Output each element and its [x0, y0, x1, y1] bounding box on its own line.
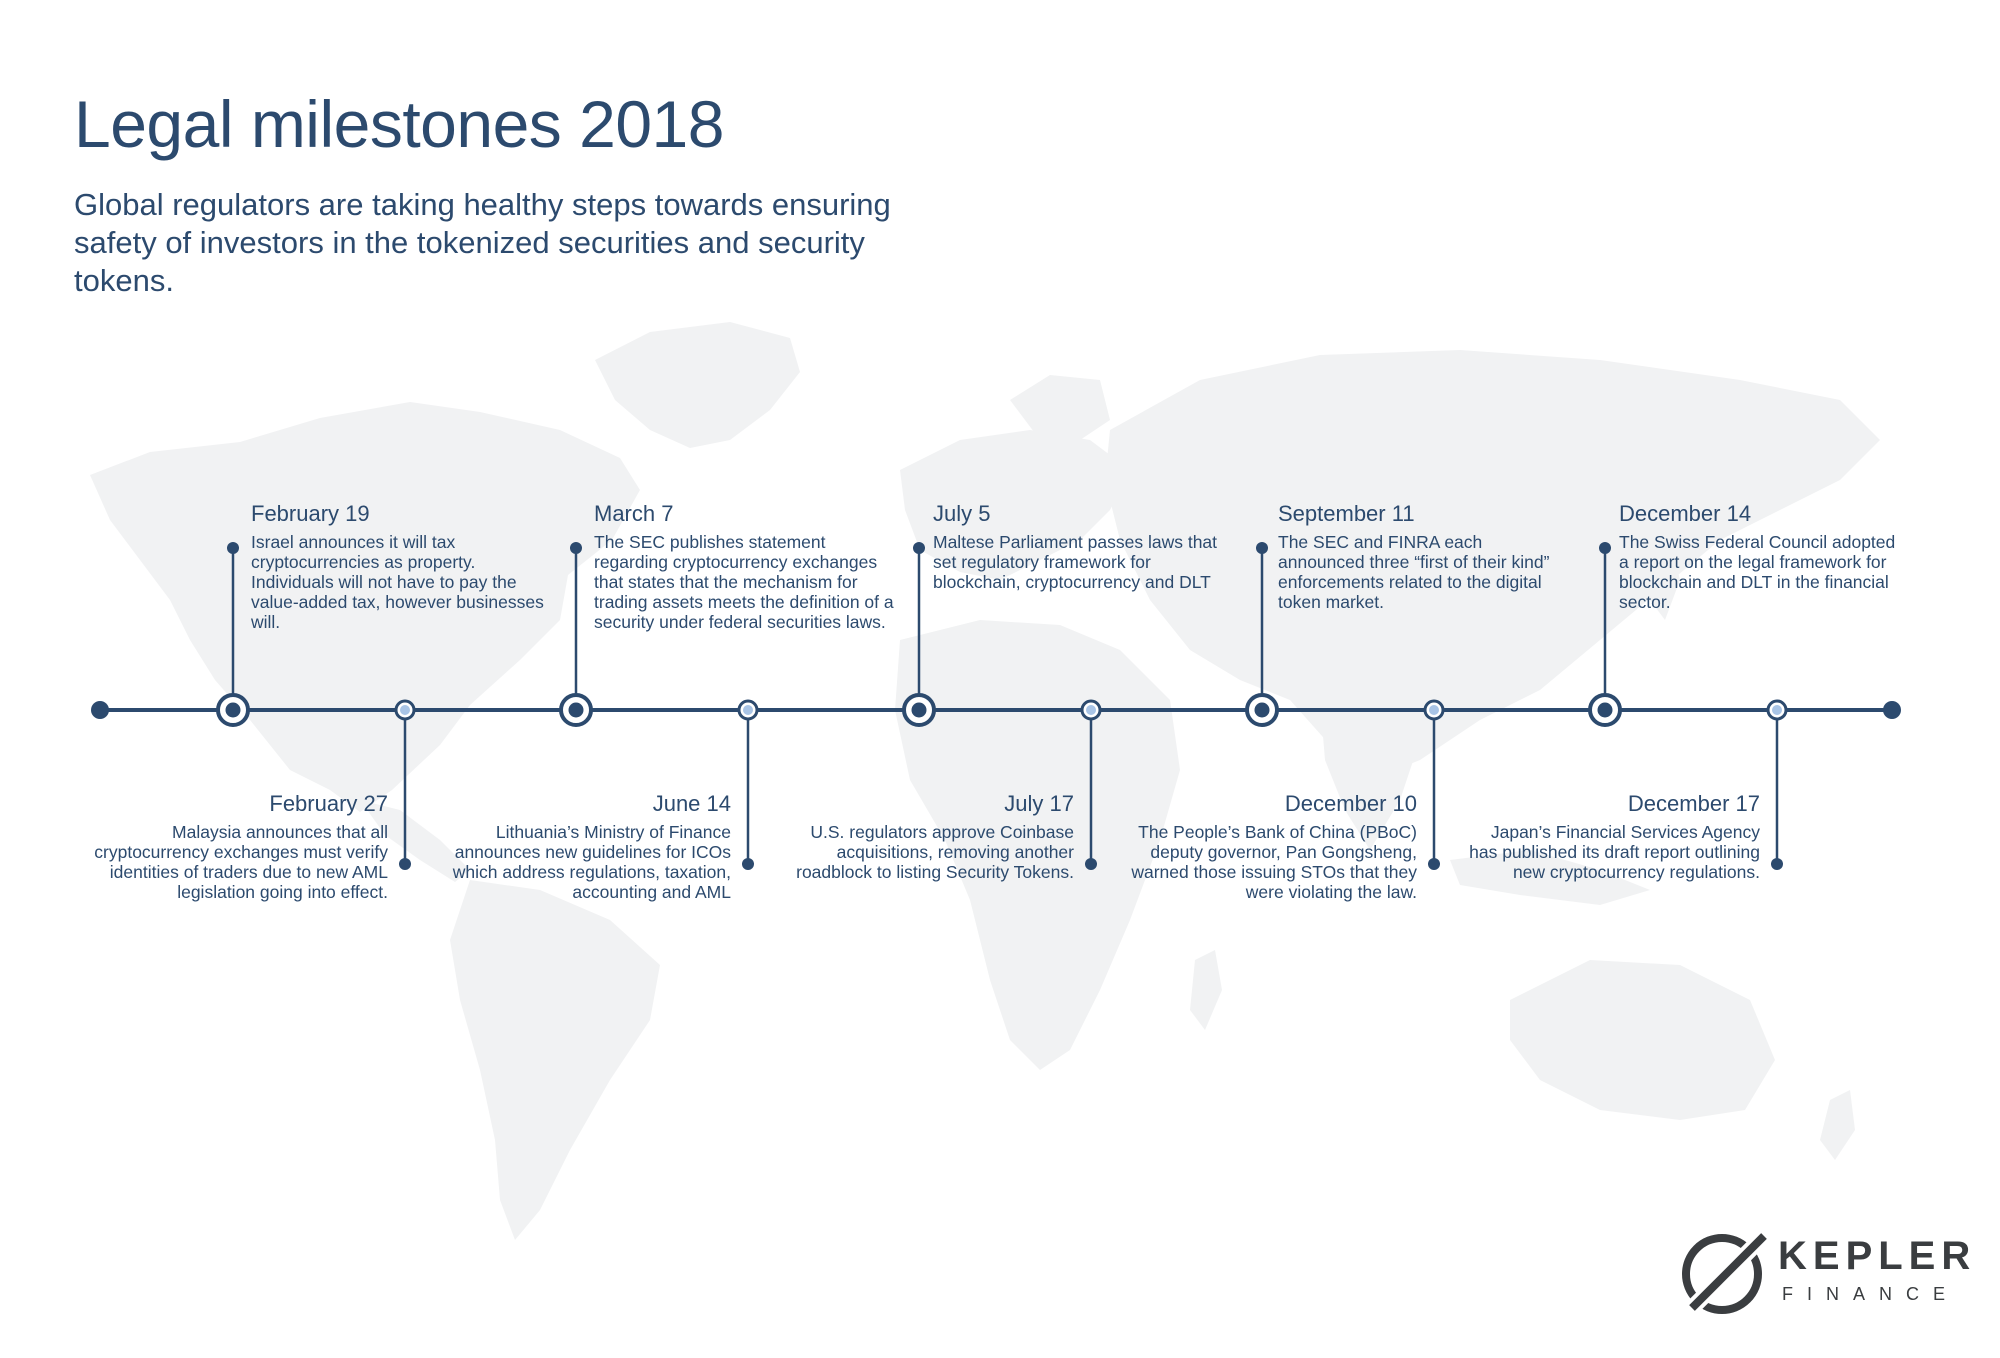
milestone-node-major — [218, 695, 248, 725]
milestone-description: The SEC and FINRA each announced three “first of their kind” enforcements related to the digital token market. — [1278, 532, 1550, 612]
milestone-description: Malaysia announces that all cryptocurrency exchanges must verify identities of traders due to new AML legislation going into effect. — [94, 822, 388, 902]
connector-end-dot — [1771, 858, 1783, 870]
milestone-description: Israel announces it will tax cryptocurrencies as property. Individuals will not have to pay the value-added tax, however businesses will. — [251, 532, 544, 632]
connector-end-dot — [1428, 858, 1440, 870]
milestone-node-minor — [1082, 701, 1100, 719]
milestone-card — [88, 790, 388, 902]
timeline-end-dot — [1883, 701, 1901, 719]
milestone-node-minor — [739, 701, 757, 719]
milestone-description: Japan’s Financial Services Agency has published its draft report outlining new cryptocurrency regulations. — [1469, 822, 1760, 882]
connector-end-dot — [1085, 858, 1097, 870]
connector-end-dot — [1599, 542, 1611, 554]
milestone-date: December 17 — [1627, 791, 1760, 816]
timeline-start-dot — [91, 701, 109, 719]
milestone-card — [594, 500, 894, 632]
milestone-node-major — [561, 695, 591, 725]
milestone-description: The Swiss Federal Council adopted a report on the legal framework for blockchain and DLT in the financial sector. — [1619, 532, 1896, 612]
milestone-date: June 14 — [652, 791, 731, 816]
connector-end-dot — [570, 542, 582, 554]
milestone-date: September 11 — [1278, 501, 1415, 526]
logo-tagline: FINANCE — [1782, 1284, 1960, 1304]
milestone-card — [1117, 790, 1417, 902]
kepler-logo-icon — [1678, 1226, 1774, 1318]
milestone-node-minor — [396, 701, 414, 719]
milestone-date: July 17 — [1004, 791, 1074, 816]
milestone-description: U.S. regulators approve Coinbase acquisitions, removing another roadblock to listing Security Tokens. — [796, 822, 1074, 882]
milestone-date: December 14 — [1619, 501, 1752, 526]
connector-end-dot — [227, 542, 239, 554]
milestone-description: Lithuania’s Ministry of Finance announces new guidelines for ICOs which address regulations, taxation, accounting and AML — [452, 822, 731, 902]
milestone-card — [251, 500, 551, 632]
milestone-card — [933, 500, 1233, 592]
milestone-card — [1619, 500, 1909, 612]
milestone-date: February 19 — [251, 501, 370, 526]
milestone-node-major — [1247, 695, 1277, 725]
milestone-description: The People’s Bank of China (PBoC) deputy governor, Pan Gongsheng, warned those issuing STOs that they were violating the law. — [1131, 822, 1417, 902]
milestone-card — [1278, 500, 1558, 612]
milestone-card — [431, 790, 731, 902]
milestone-node-minor — [1768, 701, 1786, 719]
milestone-node-major — [904, 695, 934, 725]
milestone-node-major — [1590, 695, 1620, 725]
milestone-card — [774, 790, 1074, 882]
kepler-finance-logo — [1678, 1226, 1977, 1318]
connector-end-dot — [913, 542, 925, 554]
page-subtitle: Global regulators are taking healthy steps towards ensuring safety of investors in the tokenized securities and security tokens. — [74, 187, 891, 298]
connector-end-dot — [1256, 542, 1268, 554]
connector-end-dot — [399, 858, 411, 870]
milestone-node-minor — [1425, 701, 1443, 719]
milestone-description: Maltese Parliament passes laws that set regulatory framework for blockchain, cryptocurrency and DLT — [933, 532, 1218, 592]
milestone-date: July 5 — [933, 501, 991, 526]
milestone-date: December 10 — [1284, 791, 1417, 816]
page-title: Legal milestones 2018 — [74, 87, 724, 161]
milestone-date: February 27 — [269, 791, 388, 816]
milestone-date: March 7 — [594, 501, 674, 526]
connector-end-dot — [742, 858, 754, 870]
milestone-description: The SEC publishes statement regarding cryptocurrency exchanges that states that the mechanism for trading assets meets the definition of a security under federal securities laws. — [594, 532, 894, 632]
milestone-card — [1460, 790, 1760, 882]
logo-name: KEPLER — [1778, 1234, 1977, 1278]
